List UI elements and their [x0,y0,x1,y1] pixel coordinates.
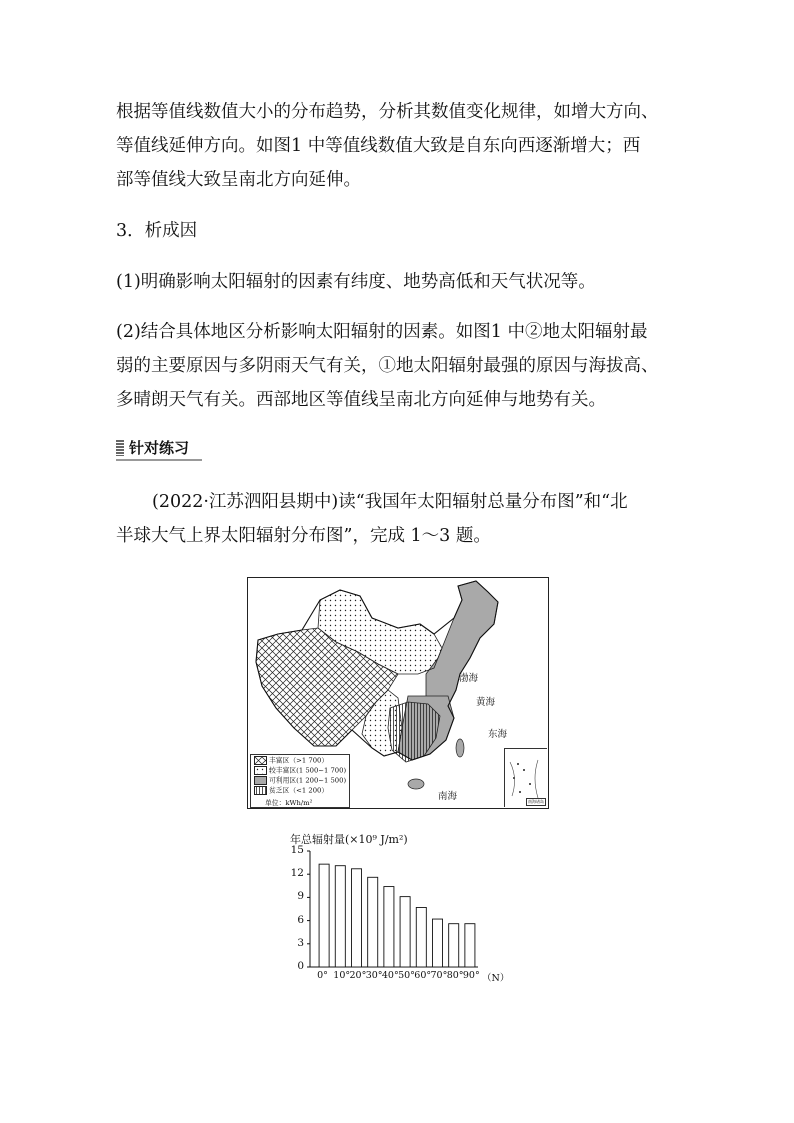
text-line: 部等值线大致呈南北方向延伸。 [116,170,361,190]
vertical-line-pattern-icon [254,786,267,795]
bar-4 [384,887,394,967]
paragraph-question-intro [116,485,682,553]
latitude-radiation-chart [282,829,512,989]
sea-label-huanghai: 黄海 [476,697,496,708]
chart-title: 年总辐射量(×10⁹ J/m²) [290,833,408,846]
y-tick-label: 9 [297,890,304,903]
map-legend [250,754,350,808]
practice-section-tag [116,438,202,460]
x-tick-label: 60° [414,970,432,981]
text-line: 半球大气上界太阳辐射分布图”，完成 1～3 题。 [116,526,491,546]
text-line: 根据等值线数值大小的分布趋势，分析其数值变化规律，如增大方向、 [116,102,659,122]
x-tick-label: 40° [381,970,399,981]
cross-pattern-icon [254,756,267,765]
china-solar-radiation-map [247,577,549,809]
x-tick-label: 20° [349,970,367,981]
text-line: (1)明确影响太阳辐射的因素有纬度、地势高低和天气状况等。 [116,272,596,292]
section-heading-causes: 3．析成因 [116,221,198,241]
legend-unit: 单位：kWh/m² [265,799,313,807]
legend-item-poor: 贫乏区（<1 200） [254,786,328,795]
section-marker-icon [116,440,124,456]
x-tick-label: 50° [398,970,415,981]
paragraph-factors [116,265,682,299]
legend-item-usable: 可利用区(1 200~1 500) [254,776,346,785]
bar-3 [368,877,378,967]
x-axis-unit: （N） [482,973,510,984]
sea-label-bohai: 渤海 [459,673,479,684]
y-tick-label: 15 [290,844,304,856]
text-line: (2)结合具体地区分析影响太阳辐射的因素。如图1 中②地太阳辐射最 [116,322,648,342]
bar-8 [449,924,459,967]
sea-label-donghai: 东海 [488,729,508,740]
bar-0 [319,864,329,967]
text-line: (2022·江苏泗阳县期中)读“我国年太阳辐射总量分布图”和“北 [152,492,628,512]
bar-2 [351,869,361,967]
paragraph-analysis [116,315,682,417]
x-tick-label: 0° [317,970,328,981]
inset-caption: 南海诸岛 [528,799,544,804]
paragraph-trend [116,95,682,197]
dot-pattern-icon [254,766,267,775]
legend-item-rich: 丰富区（>1 700） [254,756,328,765]
gray-swatch-icon [254,776,267,785]
island-hainan [408,779,424,789]
bar-6 [416,907,426,967]
x-tick-label: 30° [365,970,383,981]
x-tick-label: 70° [430,970,448,981]
bar-7 [432,919,442,967]
island-taiwan [456,739,464,757]
chart-plot [282,829,512,989]
legend-item-fairly-rich: 较丰富区(1 500~1 700) [254,766,346,775]
section-underline [116,459,202,461]
bar-1 [335,866,345,967]
south-china-sea-inset [504,748,547,807]
text-line: 等值线延伸方向。如图1 中等值线数值大致是自东向西逐渐增大；西 [116,136,641,156]
sea-label-nanhai: 南海 [438,791,458,802]
text-line: 弱的主要原因与多阴雨天气有关，①地太阳辐射最强的原因与海拔高、 [116,356,659,376]
x-tick-label: 80° [446,970,464,981]
x-tick-label: 10° [333,970,351,981]
practice-section-title: 针对练习 [129,439,190,457]
y-tick-label: 0 [297,960,304,972]
bar-5 [400,897,410,967]
y-tick-label: 12 [290,867,304,880]
y-tick-label: 6 [297,913,304,926]
y-tick-label: 3 [297,936,304,949]
x-tick-label: 90° [462,970,480,981]
bar-9 [465,924,475,967]
text-line: 多晴朗天气有关。西部地区等值线呈南北方向延伸与地势有关。 [116,390,606,410]
